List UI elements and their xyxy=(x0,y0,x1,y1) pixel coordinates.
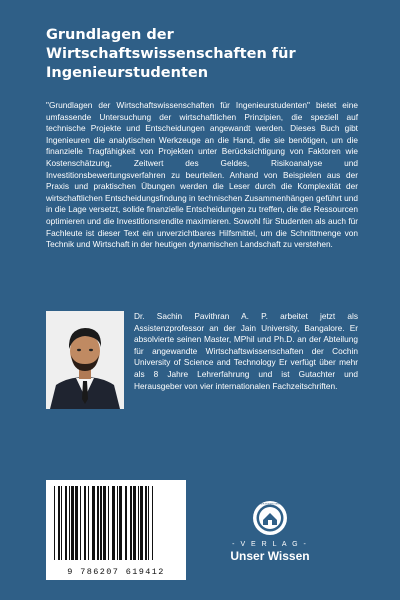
book-title xyxy=(46,26,366,83)
barcode-bar xyxy=(54,486,55,560)
barcode-bar xyxy=(61,486,62,560)
author-photo xyxy=(46,311,124,409)
publisher-name: Unser Wissen xyxy=(230,549,310,563)
barcode-bar xyxy=(92,486,95,560)
barcode-bar xyxy=(80,486,81,560)
barcode-bar xyxy=(103,486,106,560)
barcode-bar xyxy=(75,486,78,560)
publisher-logo xyxy=(252,500,288,536)
author-portrait-icon xyxy=(46,311,124,409)
barcode-bar xyxy=(130,486,132,560)
barcode-bar xyxy=(119,486,122,560)
title-line: Grundlagen der xyxy=(46,27,174,43)
barcode-bar xyxy=(152,486,153,560)
barcode-bar xyxy=(133,486,136,560)
isbn-barcode-box xyxy=(46,480,186,580)
barcode-bar xyxy=(58,486,60,560)
isbn-number: 9 786207 619412 xyxy=(67,567,165,577)
publisher-label: - V E R L A G - xyxy=(232,541,308,548)
barcode-bar xyxy=(108,486,109,560)
barcode-bar xyxy=(145,486,147,560)
unser-wissen-logo-icon xyxy=(252,500,288,536)
barcode-bar xyxy=(71,486,74,560)
barcode-bar xyxy=(125,486,127,560)
barcode-bar xyxy=(138,486,139,560)
publisher-block xyxy=(222,500,318,563)
barcode-bar xyxy=(97,486,99,560)
logo-ring-text: UNSER WISSEN VERLAG xyxy=(256,503,284,506)
barcode-bar xyxy=(112,486,115,560)
title-line: Wirtschaftswissenschaften für xyxy=(46,46,296,62)
author-biography: Dr. Sachin Pavithran A. P. arbeitet jetzt als Assistenzprofessor an der Jain University, Bangalore. Er absolvierte seinen Master, MPhil und Ph.D. an der Abteilung für angewandte Wirtschaftswissenschaften der Cochin University of Science and Technology Er verfügt über mehr als 8 Jahre Lehrerfahrung und ist Gutachter und Herausgeber von vier internationalen Fachzeitschriften. xyxy=(134,311,358,391)
barcode-bar xyxy=(148,486,149,560)
barcode-bar xyxy=(65,486,67,560)
barcode-bar xyxy=(117,486,118,560)
barcode-bar xyxy=(69,486,70,560)
barcode-bar xyxy=(88,486,89,560)
book-description: "Grundlagen der Wirtschaftswissenschaften für Ingenieurstudenten" bietet eine umfassende Untersuchung der wirtschaftlichen Prinzipien, die speziell auf technische Projekte und Entscheidungen angewandt werden. Dieses Buch gibt Ingenieuren die analytischen Werkzeuge an die Hand, die sie benötigen, um die finanzielle Tragfähigkeit von Projekten unter Berücksichtigung von Faktoren wie Kostenschätzung, Zeitwert des Geldes, Risikoanalyse und Investitionsbewertungsverfahren zu beurteilen. Anhand von Beispielen aus der Praxis und praktischen Übungen werden die Leser durch die Komplexität der wirtschaftlichen Entscheidungsfindung in technischen Zusammenhängen geführt und in die Lage versetzt, solide finanzielle Entscheidungen zu treffen, die die Ressourcen optimieren und die Investitionsrendite maximieren. Sowohl für Studenten als auch für Fachleute ist dieser Text ein unverzichtbares Hilfsmittel, um die Schnittmenge von Technik und Wirtschaft in der heutigen dynamischen Landschaft zu verstehen. xyxy=(46,100,358,250)
barcode-bar xyxy=(84,486,86,560)
barcode-bar xyxy=(100,486,102,560)
barcode-bar xyxy=(140,486,143,560)
title-line: Ingenieurstudenten xyxy=(46,65,209,81)
barcode-icon xyxy=(54,486,178,560)
